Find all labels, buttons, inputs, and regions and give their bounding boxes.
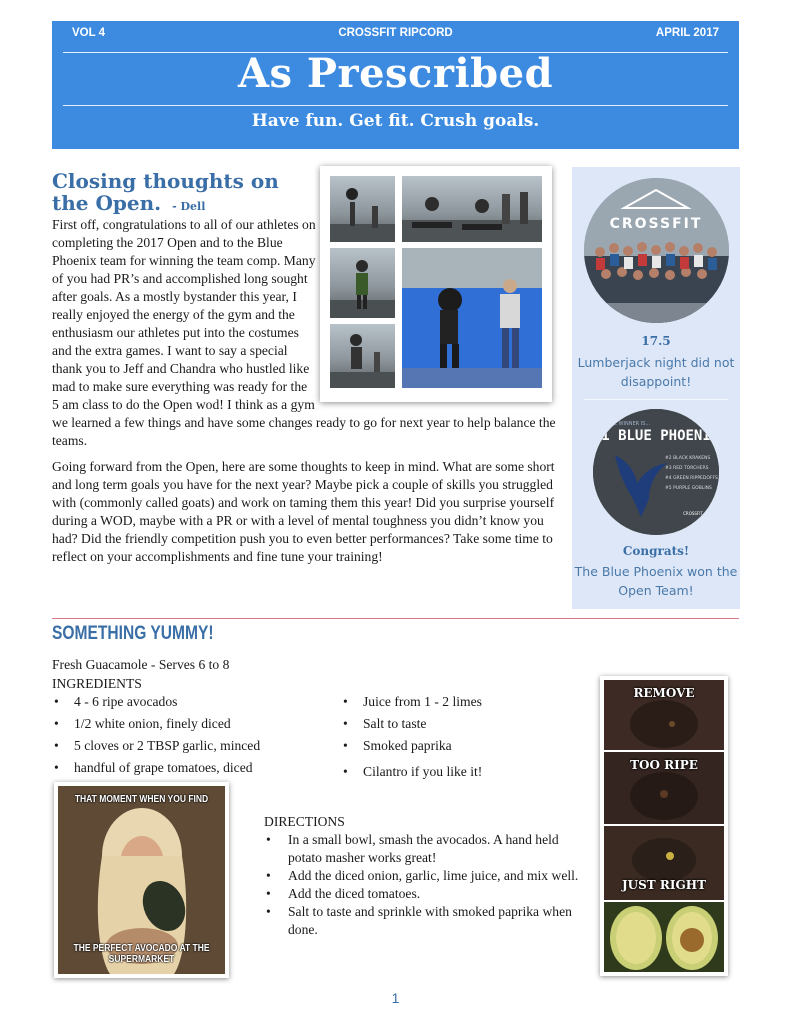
meme-top-text: THAT MOMENT WHEN YOU FIND	[74, 794, 209, 805]
winner-rank-2: #2 BLACK KRAKENS	[665, 456, 711, 461]
recipe-section-heading: SOMETHING YUMMY!	[52, 623, 214, 644]
masthead-rule-bottom	[63, 105, 728, 106]
caption-2-text: The Blue Phoenix won the Open Team!	[574, 564, 738, 598]
ingredients-label: INGREDIENTS	[52, 676, 142, 691]
avocado-ripeness-image	[600, 676, 728, 976]
direction-step: • Add the diced tomatoes.	[264, 885, 594, 903]
collage-photo-rowers	[402, 176, 542, 242]
winner-rank-5: #5 PURPLE GOBLINS	[665, 486, 712, 491]
ingredients-list-left	[52, 693, 312, 781]
winner-kicker: THE WINNER IS...	[607, 421, 651, 427]
ingredient-item: • handful of grape tomatoes, diced	[52, 759, 312, 781]
winner-rank-3: #3 RED TORCHERS	[665, 466, 709, 471]
direction-step: • In a small bowl, smash the avocados. A hand held potato masher works great!	[264, 831, 594, 867]
avocado-panel-just-right	[604, 826, 724, 900]
photo-sign-text: CROSSFIT	[609, 216, 703, 232]
gym-name: CROSSFIT RIPCORD	[338, 27, 453, 39]
meme-bottom-text: THE PERFECT AVOCADO AT THE SUPERMARKET	[73, 943, 210, 965]
newsletter-title: As Prescribed	[237, 50, 554, 97]
volume-label: VOL 4	[72, 27, 106, 39]
ingredient-item: • 1/2 white onion, finely diced	[52, 715, 312, 737]
ingredient-item: • Cilantro if you like it!	[341, 763, 561, 785]
section-divider	[52, 618, 739, 619]
avocado-label-remove: REMOVE	[633, 686, 695, 700]
avocado-panel-too-ripe	[604, 752, 724, 824]
winner-corner-logo: CROSSFIT	[683, 511, 703, 516]
caption-2-heading: Congrats!	[622, 544, 690, 558]
avocado-panel-remove	[604, 680, 724, 750]
sidebar	[572, 167, 740, 609]
ingredient-item: • Juice from 1 - 2 limes	[341, 693, 561, 715]
group-photo-circle	[584, 178, 729, 323]
article-author: - Dell	[172, 200, 206, 213]
directions-list	[264, 831, 594, 939]
caption-1-text: Lumberjack night did not disappoint!	[577, 355, 735, 389]
recipe-title: Fresh Guacamole - Serves 6 to 8	[52, 657, 230, 672]
direction-step: • Salt to taste and sprinkle with smoked paprika when done.	[264, 903, 594, 939]
ingredient-item: • 4 - 6 ripe avocados	[52, 693, 312, 715]
masthead-top-bar	[52, 27, 739, 43]
photo-collage	[320, 166, 552, 402]
avocado-label-too-ripe: TOO RIPE	[630, 758, 698, 772]
page-number: 1	[391, 990, 400, 1006]
ingredient-item: • Salt to taste	[341, 715, 561, 737]
winner-rank-4: #4 GREEN RIPPEDOFFS	[665, 476, 718, 481]
article-title	[52, 170, 312, 218]
article-paragraph-2: Going forward from the Open, here are some thoughts to keep in mind. What are some short and long term goals you have for the next year? Maybe pick a couple of skills you struggled with (commonly called goats) and work on taming them this year! Did you surprise yourself during a WOD, maybe with a PR or with a level of mental toughness you didn’t know you had? Did the friendly competition push you to even better performances? Take some time to reflect on your accomplishments and fine tune your training!	[52, 459, 555, 564]
collage-photo-athlete-1	[330, 248, 395, 318]
avocado-label-just-right: JUST RIGHT	[621, 878, 707, 892]
ingredient-item: • Smoked paprika	[341, 737, 561, 759]
avocado-meme-image	[54, 782, 229, 978]
collage-photo-wallball-blue	[402, 248, 542, 388]
issue-date: APRIL 2017	[655, 27, 719, 39]
direction-step: • Add the diced onion, garlic, lime juice, and mix well.	[264, 867, 594, 885]
caption-1-heading: 17.5	[641, 334, 671, 348]
masthead	[52, 21, 739, 149]
winner-graphic-circle	[593, 409, 719, 535]
collage-photo-athlete-2	[330, 324, 395, 388]
article-paragraph-1-text: First off, congratulations to all of our athletes on completing the 2017 Open and to the Blue Phoenix team for winning the team comp. Many of you had PR’s and accomplished long sought after goals. As a mostly bystander this year, I really enjoyed the energy of the gym and the enthusiasm our athletes put into the costumes and the extra games. I want to say a special thank you to Jeff and Chandra who hustled like mad to make sure everything was ready for the 5 am class to do the Open wod! I think as a gym we learned a few things and have some changes ready to go for next year to help balance the teams.	[52, 217, 556, 448]
ingredients-list-right	[341, 693, 561, 785]
winner-title: #1 BLUE PHOENIX	[593, 428, 719, 444]
newsletter-tagline: Have fun. Get fit. Crush goals.	[251, 111, 540, 131]
avocado-panel-halves	[604, 902, 724, 972]
article-title-text: Closing thoughts on the Open.	[52, 169, 279, 215]
sidebar-divider	[584, 399, 728, 400]
collage-photo-wallball	[330, 176, 395, 242]
ingredient-item: • 5 cloves or 2 TBSP garlic, minced	[52, 737, 312, 759]
directions-label: DIRECTIONS	[264, 814, 345, 829]
